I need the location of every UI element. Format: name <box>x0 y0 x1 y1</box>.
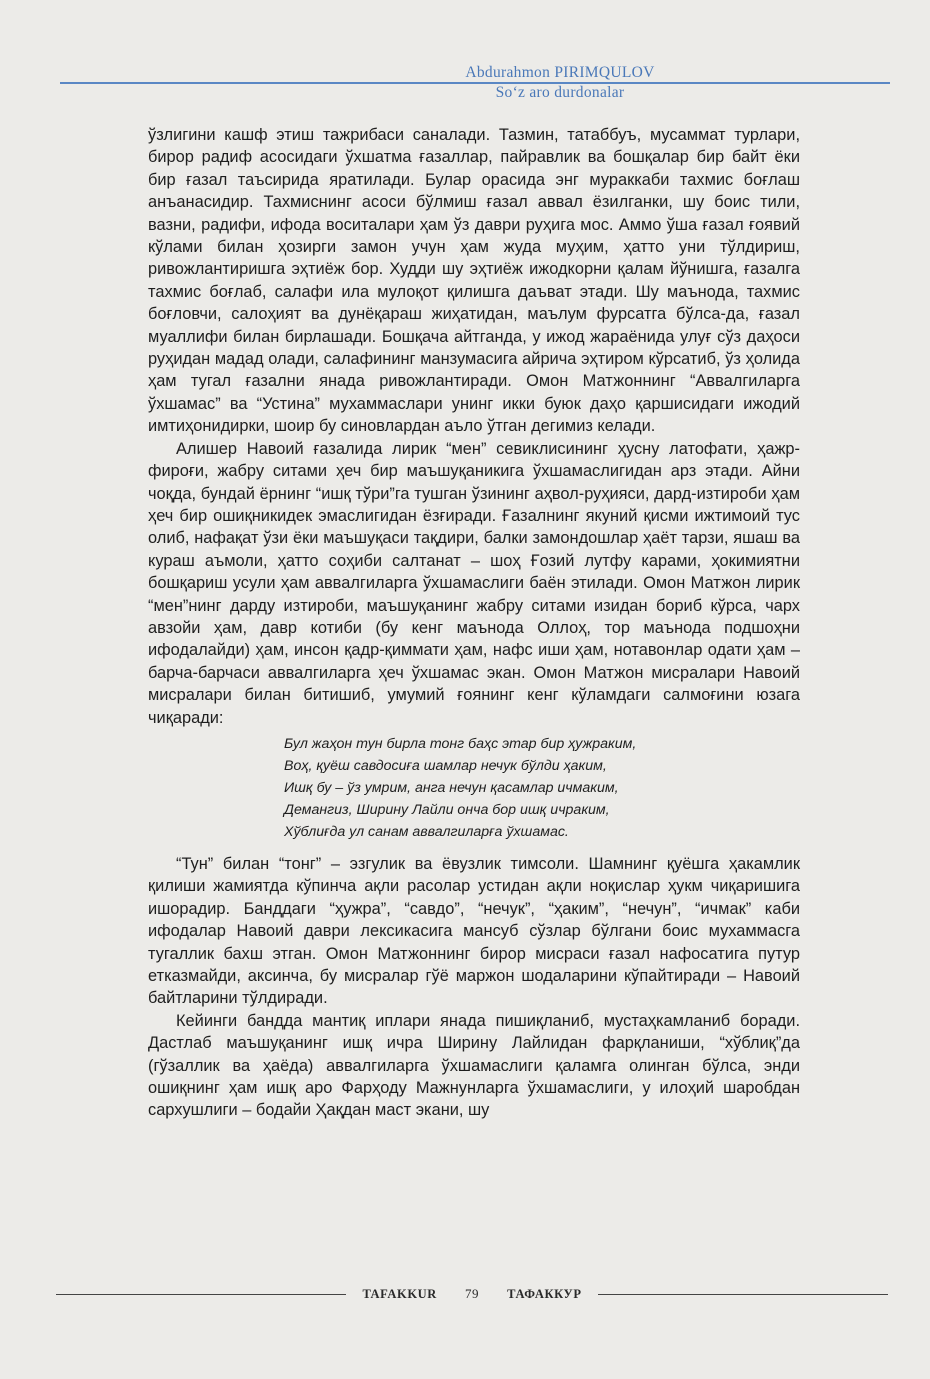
paragraph-1: ўзлигини кашф этиш тажрибаси саналади. Тазмин, татаббуъ, мусаммат турлари, бирор радиф асосидаги ўхшатма ғазаллар, пайравлик ва бошқалар бир байт ёки бир ғазал таъсирида яратилади. Булар орасида энг мураккаби тахмис боғлаш анъанасидир. Тахмиснинг асоси бўлмиш ғазал аввал ёзилганки, шу боис тили, вазни, радифи, ифода воситалари ҳам ўз даври руҳига мос. Аммо ўша ғазал ғоявий кўлами билан ҳозирги замон учун ҳам жуда муҳим, ҳатто уни тўлдириш, ривожлантиришга эҳтиёж бор. Худди шу эҳтиёж ижодкорни қалам йўнишга, ғазалга тахмис боғлаб, салафи ила мулоқот қилишга даъват этади. Шу маънода, тахмис боғловчи, салоҳият ва дунёқараш жиҳатидан, маълум фурсатга бўлса-да, ғазал муаллифи билан бирлашади. Бошқача айтганда, у ижод жараёнида улуғ сўз даҳоси руҳидан мадад олади, салафининг манзумасига айрича эҳтиром кўрсатиб, ўз ҳолида ҳам тугал ғазални янада ривожлантиради. Омон Матжоннинг “Аввалгиларга ўхшамас” ва “Устина” мухаммаслари унинг икки буюк даҳо қаршисидаги ижодий имтиҳонидирки, шоир бу синовлардан аъло ўтган дегимиз келади. <box>148 126 800 436</box>
footer-center <box>346 1286 597 1302</box>
verse-line: Воҳ, қуёш савдосиға шамлар нечук бўлди ҳаким, <box>284 757 607 774</box>
footer-journal-latin: TAFAKKUR <box>362 1286 437 1301</box>
page-number: 79 <box>464 1286 480 1301</box>
running-header <box>60 64 890 102</box>
page-body <box>148 124 800 1122</box>
footer-rule-left <box>56 1294 346 1295</box>
verse-quote <box>284 733 800 843</box>
paragraph-2: Алишер Навоий ғазалида лирик “мен” севиклисининг ҳусну латофати, ҳажр-фироғи, жабру ситами ҳеч бир маъшуқаникига ўхшамаслигидан арз этади. Айни чоқда, бундай ёрнинг “ишқ тўри”га тушган ўзининг аҳвол-руҳияси, дард-изтироби ҳам ҳеч бир ошиқникидек эмаслигидан ёзғиради. Ғазалнинг якуний қисми ижтимоий тус олиб, нафақат ўзи ёки маъшуқаси тақдири, балки замондошлар ҳаёт тарзи, яшаш ва кураш аъмоли, ҳатто соҳиби салтанат – шоҳ Ғозий лутфу карами, ҳокимиятни бошқариш усули ҳам аввалгиларга ўхшамаслиги баён этилади. Омон Матжон лирик “мен”нинг дарду изтироби, маъшуқанинг жабру ситами изидан бориб кўрса, чарх авзойи ҳам, давр котиби (бу кенг маънода Оллоҳ, тор маънода подшоҳни ифодалайди) ҳам, инсон қадр-қиммати ҳам, нафс иши ҳам, нотавонлар одати ҳам – барча-барчаси аввалгиларга ҳеч ўхшамас экан. Омон Матжон мисралари Навоий мисралари билан битишиб, умумий ғоянинг кенг кўламдаги салмоғини юзага чиқаради: <box>148 439 800 727</box>
footer-journal-cyrillic: ТАФАККУР <box>507 1286 582 1301</box>
verse-line: Демангиз, Ширину Лайли онча бор ишқ ичраким, <box>284 801 610 818</box>
verse-line: Ишқ бу – ўз умрим, анга нечун қасамлар ичмаким, <box>284 779 619 796</box>
verse-line: Хўблиғда ул санам аввалгиларға ўхшамас. <box>284 823 569 840</box>
running-footer <box>56 1284 888 1304</box>
paragraph-4: Кейинги бандда мантиқ иплари янада пишиқланиб, мустаҳкамланиб боради. Дастлаб маъшуқанинг ишқ ичра Ширину Лайлидан фарқланиши, “хўблиқ”да (гўзаллик ва ҳаёда) аввалгиларга ўхшамаслиги қаламга олинган бўлса, энди ошиқнинг ҳам ишқ аро Фарҳоду Мажнунларга ўхшамаслиги, у илоҳий шаробдан сархушлиги – бодайи Ҳақдан маст экани, шу <box>148 1011 800 1120</box>
header-book-title: So‘z aro durdonalar <box>495 83 625 101</box>
header-author: Abdurahmon PIRIMQULOV <box>465 64 655 81</box>
verse-line: Бул жаҳон тун бирла тонг баҳс этар бир ҳужраким, <box>284 735 637 752</box>
footer-rule-right <box>598 1294 888 1295</box>
paragraph-3: “Тун” билан “тонг” – эзгулик ва ёвузлик тимсоли. Шамнинг қуёшга ҳакамлик қилиши жамиятда кўпинча ақли расолар устидан ақли ноқислар ҳукм чиқаришига ишорадир. Банддаги “ҳужра”, “савдо”, “нечук”, “ҳаким”, “нечун”, “ичмак” каби ифодалар Навоий даври лексикасига мансуб сўзлар бўлгани боис мухаммасга тугаллик бахш этган. Омон Матжоннинг бирор мисраси ғазал нафосатига путур етказмайди, аксинча, бу мисралар гўё маржон шодаларини кўпайтиради – Навоий байтларини тўлдиради. <box>148 854 800 1008</box>
